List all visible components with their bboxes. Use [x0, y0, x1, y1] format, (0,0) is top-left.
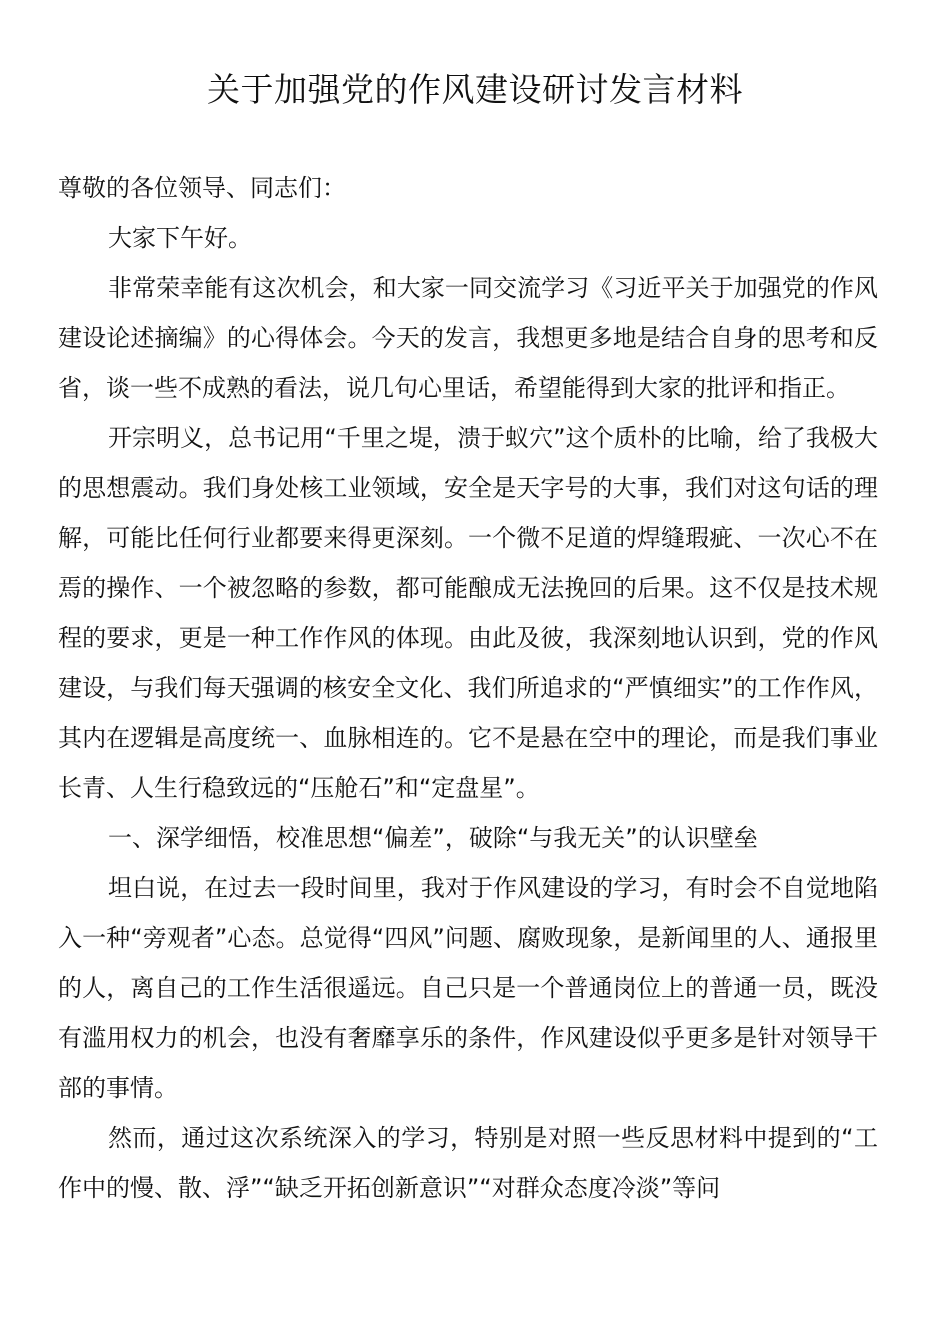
paragraph-opening: 开宗明义，总书记用“千里之堤，溃于蚁穴”这个质朴的比喻，给了我极大的思想震动。我们身处核工业领域，安全是天字号的大事，我们对这句话的理解，可能比任何行业都要来得更深刻。一个微不足道的焊缝瑕疵、一次心不在焉的操作、一个被忽略的参数，都可能酿成无法挽回的后果。这不仅是技术规程的要求，更是一种工作作风的体现。由此及彼，我深刻地认识到，党的作风建设，与我们每天强调的核安全文化、我们所追求的“严慎细实”的工作作风，其内在逻辑是高度统一、血脉相连的。它不是悬在空中的理论，而是我们事业长青、人生行稳致远的“压舱石”和“定盘星”。	[58, 424, 878, 802]
document-title: 关于加强党的作风建设研讨发言材料	[207, 70, 743, 109]
document-body	[58, 163, 878, 1213]
salutation: 尊敬的各位领导、同志们：	[58, 174, 346, 202]
paragraph-section-2: 然而，通过这次系统深入的学习，特别是对照一些反思材料中提到的“工作中的慢、散、浮”“缺乏开拓创新意识”“对群众态度冷淡”等问	[58, 1124, 878, 1202]
paragraph-intro: 非常荣幸能有这次机会，和大家一同交流学习《习近平关于加强党的作风建设论述摘编》的心得体会。今天的发言，我想更多地是结合自身的思考和反省，谈一些不成熟的看法，说几句心里话，希望能得到大家的批评和指正。	[58, 274, 878, 402]
section-heading: 一、深学细悟，校准思想“偏差”，破除“与我无关”的认识壁垒	[108, 824, 758, 852]
paragraph-section-1: 坦白说，在过去一段时间里，我对于作风建设的学习，有时会不自觉地陷入一种“旁观者”心态。总觉得“四风”问题、腐败现象，是新闻里的人、通报里的人，离自己的工作生活很遥远。自己只是一个普通岗位上的普通一员，既没有滥用权力的机会，也没有奢靡享乐的条件，作风建设似乎更多是针对领导干部的事情。	[58, 874, 878, 1102]
greeting: 大家下午好。	[108, 224, 252, 252]
